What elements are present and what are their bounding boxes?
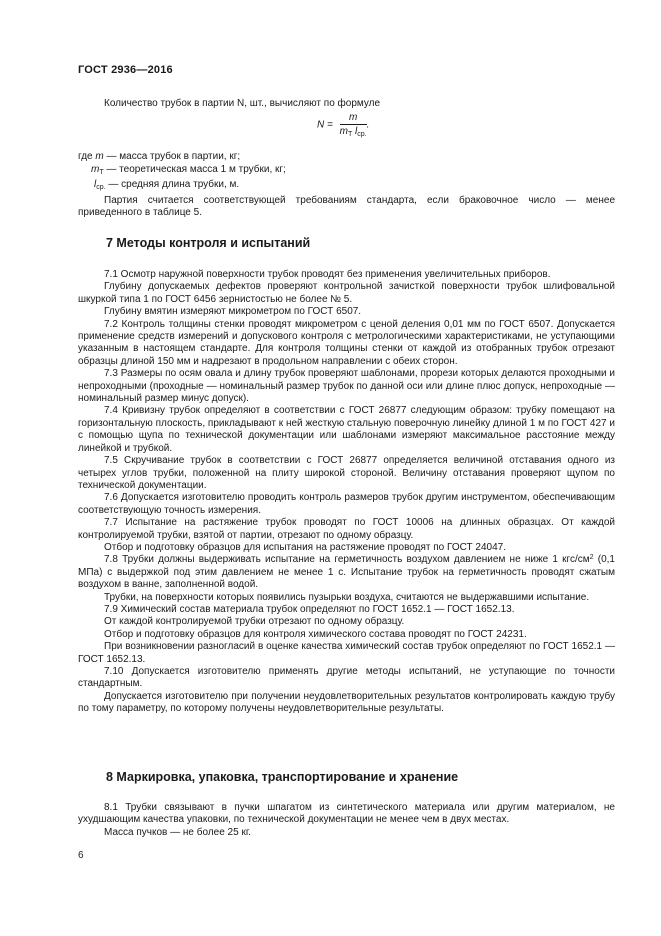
- paragraph: 7.4 Кривизну трубок определяют в соответствии с ГОСТ 26877 следующим образом: трубку помещают на горизонтальную плоскость, прикладывают к ней жесткую стальную поверочную линейку длиной 1 м по ГОСТ 427 и с помощью щупа по технической документации или шаблонами измеряют максимальное расстояние между линейкой и трубкой.: [78, 405, 615, 454]
- paragraph: Глубину допускаемых дефектов проверяют контрольной зачисткой поверхности трубок шлифовальной шкуркой типа 1 по ГОСТ 6456 зернистостью не более № 5.: [78, 281, 615, 305]
- conformance-text: Партия считается соответствующей требованиям стандарта, если браковочное число — менее приведенного в таблице 5.: [78, 195, 615, 219]
- legend-line: [78, 151, 286, 164]
- legend-text: — средняя длина трубки, м.: [105, 179, 240, 191]
- paragraph: 7.7 Испытание на растяжение трубок проводят по ГОСТ 10006 на длинных образцах. От каждой контролируемой трубки, взятой от партии, отрезают по одному образцу.: [78, 517, 615, 541]
- formula-lhs: N =: [317, 119, 333, 131]
- formula-den-l-sub: ср.: [357, 131, 367, 138]
- legend-prefix: где: [78, 151, 96, 162]
- legend-subscript: ср.: [96, 184, 106, 192]
- formula-end: .: [366, 119, 370, 131]
- paragraph: 7.9 Химический состав материала трубок определяют по ГОСТ 1652.1 — ГОСТ 1652.13.: [104, 603, 515, 615]
- formula-den-m: m: [339, 126, 348, 137]
- legend-symbol: l: [94, 179, 97, 191]
- section-8-title: 8 Маркировка, упаковка, транспортирование и хранение: [106, 770, 459, 784]
- section-7-title: 7 Методы контроля и испытаний: [106, 236, 311, 250]
- paragraph-pressure: [78, 554, 615, 591]
- formula-den-l: l: [355, 126, 358, 137]
- legend-text: — масса трубок в партии, кг;: [103, 151, 241, 162]
- paragraph: При возникновении разногласий в оценке качества химический состав трубок определяют по ГОСТ 1652.1 — ГОСТ 1652.13.: [78, 641, 615, 665]
- formula-numerator: m: [340, 112, 367, 125]
- paragraph: Допускается изготовителю при получении неудовлетворительных результатов контролировать каждую трубу по тому параметру, по которому получены неудовлетворительные результаты.: [78, 690, 615, 715]
- section-7-body: [78, 269, 615, 716]
- legend-text: — теоретическая масса 1 м трубки, кг;: [103, 163, 286, 175]
- section-8-body: [78, 802, 615, 839]
- document-header: ГОСТ 2936—2016: [78, 64, 173, 76]
- intro-block: [78, 98, 615, 110]
- formula-legend: [78, 151, 286, 195]
- paragraph: 7.6 Допускается изготовителю проводить контроль размеров трубок другим инструментом, обеспечивающим соответствующую точность измерения.: [78, 492, 615, 516]
- formula-denominator: [340, 125, 367, 138]
- formula-den-m-sub: T: [347, 131, 353, 138]
- paragraph: 7.1 Осмотр наружной поверхности трубок проводят без применения увеличительных приборов.: [104, 269, 551, 280]
- legend-line: [78, 164, 286, 180]
- paragraph: Отбор и подготовку образцов для испытания на растяжение проводят по ГОСТ 24047.: [104, 541, 506, 553]
- paragraph: От каждой контролируемой трубки отрезают по одному образцу.: [104, 616, 405, 628]
- legend-symbol: m: [95, 151, 104, 162]
- paragraph: Масса пучков — не более 25 кг.: [104, 826, 252, 838]
- legend-line: [78, 179, 286, 195]
- legend-subscript: T: [99, 168, 104, 176]
- paragraph: 8.1 Трубки связывают в пучки шпагатом из синтетического материала или другим материалом, не ухудшающим качества упаковки, по технической документации не менее чем в двух местах.: [78, 802, 615, 826]
- formula-fraction: [340, 112, 367, 138]
- paragraph: 7.5 Скручивание трубок в соответствии с ГОСТ 26877 определяется величиной отставания одного из четырех углов трубки, положенной на плиту широкой стороной. Величину отставания проверяют щупом по технической документации.: [78, 455, 615, 491]
- paragraph: Трубки, на поверхности которых появились пузырьки воздуха, считаются не выдержавшими испытание.: [104, 591, 590, 603]
- paragraph: 7.2 Контроль толщины стенки проводят микрометром с ценой деления 0,01 мм по ГОСТ 6507. Допускается применение средств измерений и допускового контроля с метрологическими характеристиками, не уступающими указанным в настоящем стандарте. Для контроля толщины стенки от каждой из отобранных трубок отрезают образцы длиной 150 мм и надрезают в продольном направлении с обеих сторон.: [78, 318, 615, 367]
- formula-intro: Количество трубок в партии N, шт., вычисляют по формуле: [104, 98, 381, 109]
- paragraph: 7.3 Размеры по осям овала и длину трубок проверяют шаблонами, прорези которых делаются проходными и непроходными (проходные — номинальный размер трубок по данной оси или длине плюс допуск, непроходные — номинальный размер минус допуск).: [78, 368, 615, 405]
- text-run: (0,1 МПа) с выдержкой под этим давлением не менее 1 с. Испытание трубок на герметичность проводят сжатым воздухом в ванне, заполненной водой.: [78, 554, 615, 591]
- legend-symbol: m: [91, 163, 100, 175]
- superscript: 2: [589, 554, 594, 562]
- paragraph: 7.10 Допускается изготовителю применять другие методы испытаний, не уступающие по точности стандартным.: [78, 666, 615, 690]
- page-number: 6: [78, 850, 84, 861]
- text-run: 7.8 Трубки должны выдерживать испытание на герметичность воздухом давлением не ниже 1 кгс/см: [104, 554, 590, 566]
- paragraph: Глубину вмятин измеряют микрометром по ГОСТ 6507.: [104, 306, 362, 318]
- paragraph: Отбор и подготовку образцов для контроля химического состава проводят по ГОСТ 24231.: [104, 628, 527, 640]
- formula: [317, 112, 369, 138]
- conformance-block: [78, 195, 615, 220]
